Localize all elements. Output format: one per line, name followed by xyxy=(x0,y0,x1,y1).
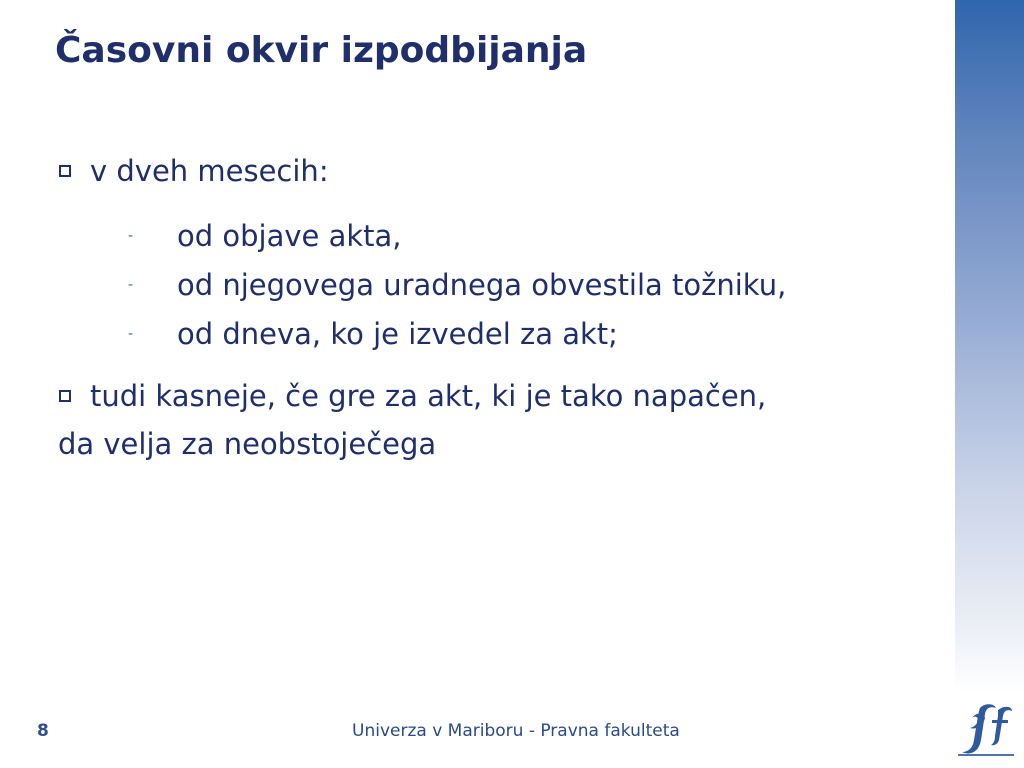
dash-bullet: - xyxy=(128,326,134,342)
sub-list xyxy=(58,212,938,359)
bullet-text: v dveh mesecih: xyxy=(90,154,329,188)
bullet-continuation-text: da velja za neobstoječega xyxy=(58,427,437,461)
footer-institution: Univerza v Mariboru - Pravna fakulteta xyxy=(352,721,680,741)
sub-item-text: od dneva, ko je izvedel za akt; xyxy=(177,317,618,351)
bullet-text: tudi kasneje, če gre za akt, ki je tako napačen, xyxy=(90,379,767,413)
sub-list-item xyxy=(58,212,938,261)
pf-logo-icon xyxy=(958,700,1014,760)
dash-bullet: - xyxy=(128,277,134,293)
page-number: 8 xyxy=(37,721,49,741)
bullet-item xyxy=(58,148,938,194)
slide-content xyxy=(58,148,938,469)
decorative-side-band xyxy=(955,0,1024,692)
sub-list-item xyxy=(58,261,938,310)
square-bullet-icon xyxy=(59,390,71,402)
slide-title: Časovni okvir izpodbijanja xyxy=(55,30,588,71)
bullet-item xyxy=(58,373,938,419)
square-bullet-icon xyxy=(59,165,71,177)
dash-bullet: - xyxy=(128,228,134,244)
sub-list-item xyxy=(58,310,938,359)
sub-item-text: od njegovega uradnega obvestila tožniku, xyxy=(177,268,787,302)
sub-item-text: od objave akta, xyxy=(177,219,402,253)
